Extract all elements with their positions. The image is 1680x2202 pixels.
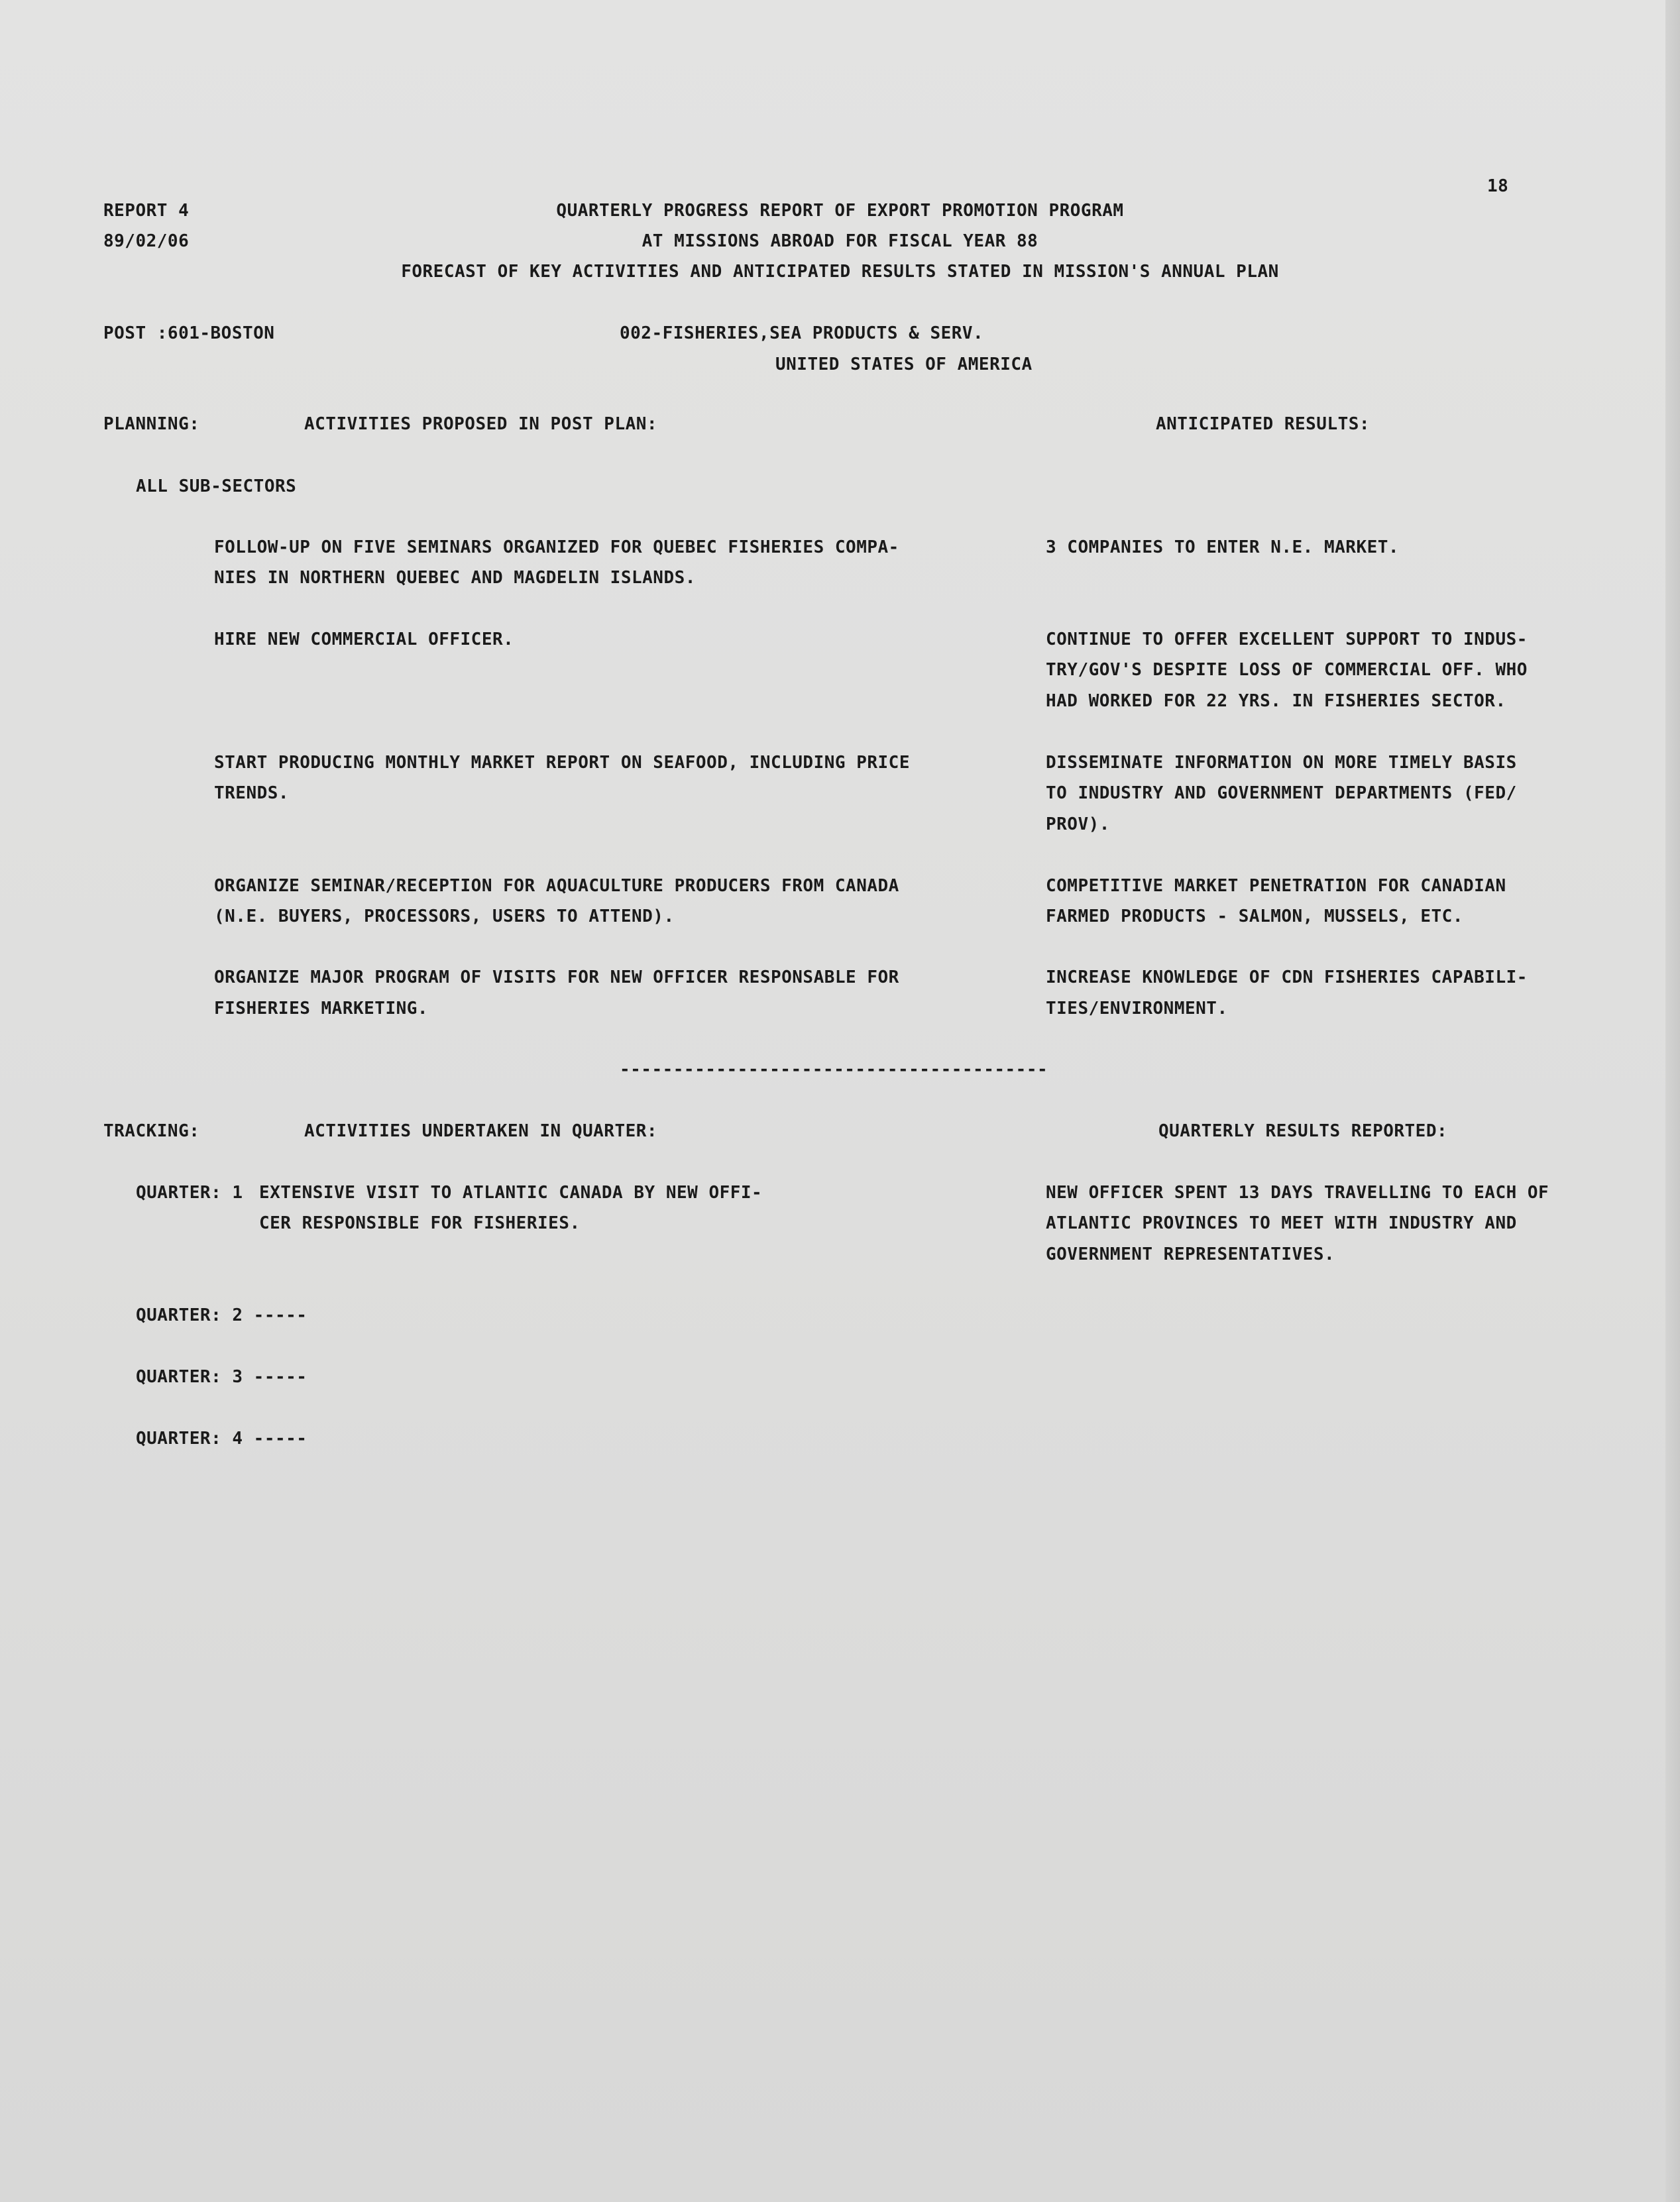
quarter-1-activity-line: CER RESPONSIBLE FOR FISHERIES. [259, 1213, 581, 1233]
planning-result-line: CONTINUE TO OFFER EXCELLENT SUPPORT TO INDUS- [1046, 630, 1528, 649]
planning-activities-header: ACTIVITIES PROPOSED IN POST PLAN: [304, 414, 658, 434]
planning-activity-line: TRENDS. [214, 783, 290, 803]
sector-label: 002-FISHERIES,SEA PRODUCTS & SERV. [620, 323, 984, 343]
quarter-3-row: QUARTER: 3 ----- [136, 1367, 308, 1387]
report-number: REPORT 4 [103, 201, 190, 221]
page-edge-shadow [1665, 0, 1680, 2202]
report-title-line-1: QUARTERLY PROGRESS REPORT OF EXPORT PROMOTION PROGRAM [556, 201, 1124, 221]
planning-result-line: INCREASE KNOWLEDGE OF CDN FISHERIES CAPABILI- [1046, 967, 1528, 987]
planning-result-line: HAD WORKED FOR 22 YRS. IN FISHERIES SECTOR. [1046, 691, 1506, 711]
planning-result-line: PROV). [1046, 814, 1110, 834]
planning-activity-line: FOLLOW-UP ON FIVE SEMINARS ORGANIZED FOR QUEBEC FISHERIES COMPA- [214, 537, 899, 557]
planning-activity-line: START PRODUCING MONTHLY MARKET REPORT ON SEAFOOD, INCLUDING PRICE [214, 753, 910, 773]
planning-result-line: TO INDUSTRY AND GOVERNMENT DEPARTMENTS (FED/ [1046, 783, 1517, 803]
quarter-1-result-line: NEW OFFICER SPENT 13 DAYS TRAVELLING TO EACH OF [1046, 1183, 1549, 1203]
country-label: UNITED STATES OF AMERICA [775, 355, 1033, 374]
planning-result-line: TIES/ENVIRONMENT. [1046, 999, 1228, 1018]
tracking-label: TRACKING: [103, 1121, 200, 1141]
report-title-line-2: AT MISSIONS ABROAD FOR FISCAL YEAR 88 [642, 231, 1038, 251]
report-title-line-3: FORECAST OF KEY ACTIVITIES AND ANTICIPATED RESULTS STATED IN MISSION'S ANNUAL PLAN [401, 262, 1279, 282]
quarter-2-row: QUARTER: 2 ----- [136, 1305, 308, 1325]
planning-activity-line: ORGANIZE SEMINAR/RECEPTION FOR AQUACULTURE PRODUCERS FROM CANADA [214, 876, 899, 896]
report-date: 89/02/06 [103, 231, 190, 251]
tracking-results-header: QUARTERLY RESULTS REPORTED: [1158, 1121, 1448, 1141]
quarter-1-label: QUARTER: 1 [136, 1183, 243, 1203]
quarter-4-row: QUARTER: 4 ----- [136, 1429, 308, 1449]
planning-result-line: 3 COMPANIES TO ENTER N.E. MARKET. [1046, 537, 1400, 557]
tracking-activities-header: ACTIVITIES UNDERTAKEN IN QUARTER: [304, 1121, 658, 1141]
planning-label: PLANNING: [103, 414, 200, 434]
planning-activity-line: FISHERIES MARKETING. [214, 999, 429, 1018]
quarter-1-result-line: ATLANTIC PROVINCES TO MEET WITH INDUSTRY AND [1046, 1213, 1517, 1233]
post-label: POST :601-BOSTON [103, 323, 275, 343]
planning-result-line: DISSEMINATE INFORMATION ON MORE TIMELY BASIS [1046, 753, 1517, 773]
planning-activity-line: (N.E. BUYERS, PROCESSORS, USERS TO ATTEND). [214, 907, 675, 926]
quarter-1-result-line: GOVERNMENT REPRESENTATIVES. [1046, 1244, 1335, 1264]
sub-sectors-label: ALL SUB-SECTORS [136, 476, 297, 496]
planning-result-line: TRY/GOV'S DESPITE LOSS OF COMMERCIAL OFF. WHO [1046, 660, 1528, 680]
planning-activity-line: HIRE NEW COMMERCIAL OFFICER. [214, 630, 514, 649]
planning-result-line: FARMED PRODUCTS - SALMON, MUSSELS, ETC. [1046, 907, 1463, 926]
planning-result-line: COMPETITIVE MARKET PENETRATION FOR CANADIAN [1046, 876, 1506, 896]
page-number: 18 [1487, 176, 1509, 196]
planning-results-header: ANTICIPATED RESULTS: [1156, 414, 1371, 434]
planning-activity-line: NIES IN NORTHERN QUEBEC AND MAGDELIN ISLANDS. [214, 568, 696, 588]
planning-activity-line: ORGANIZE MAJOR PROGRAM OF VISITS FOR NEW OFFICER RESPONSABLE FOR [214, 967, 899, 987]
section-separator: ---------------------------------------- [620, 1060, 1048, 1079]
quarter-1-activity-line: EXTENSIVE VISIT TO ATLANTIC CANADA BY NEW OFFI- [259, 1183, 763, 1203]
